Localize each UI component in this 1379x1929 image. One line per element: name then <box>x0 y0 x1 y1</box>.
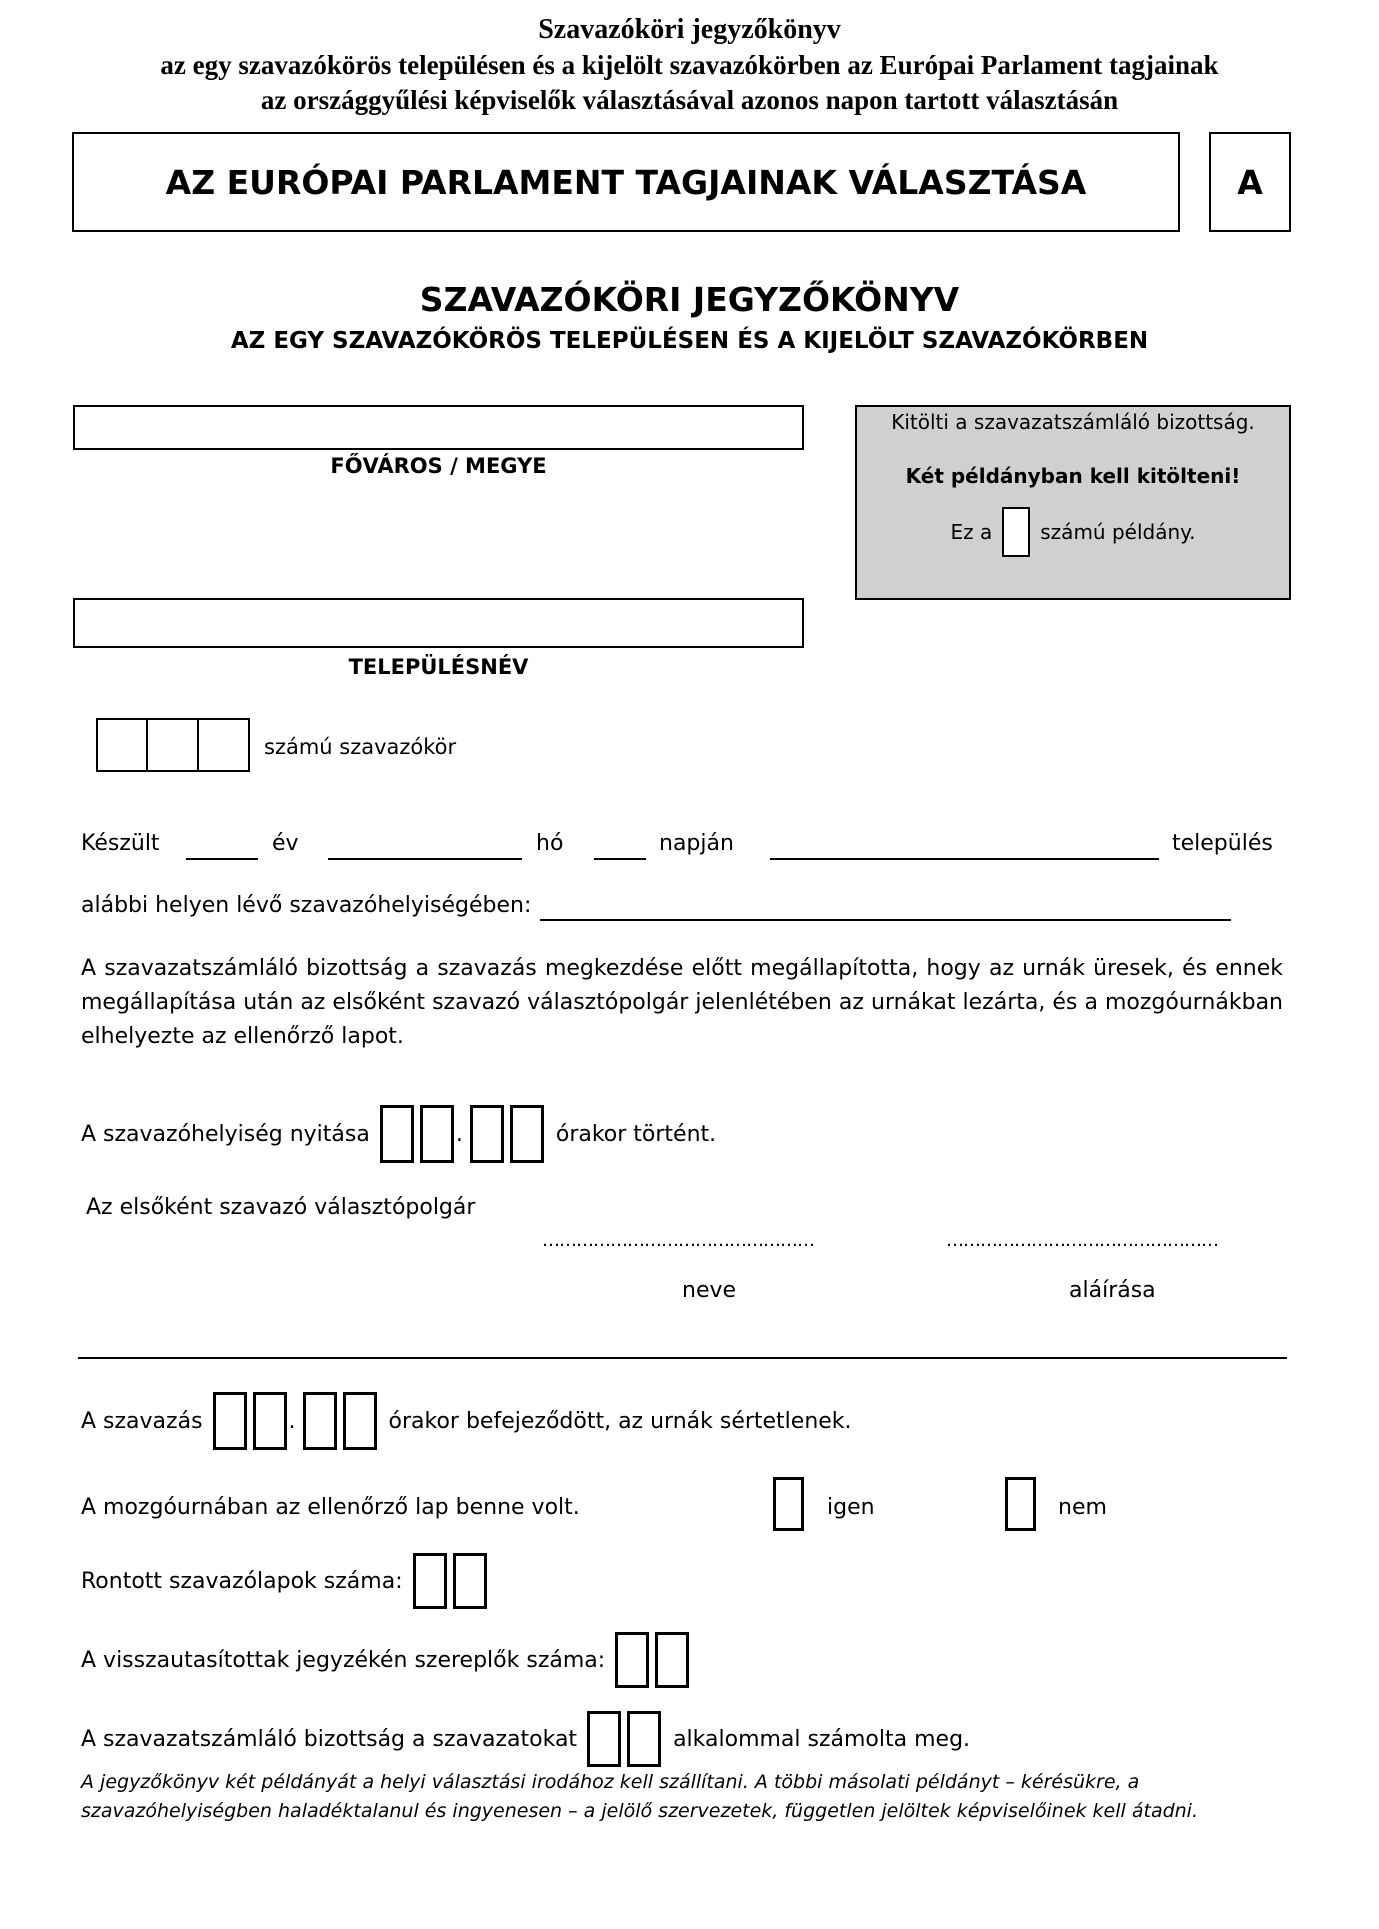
hour-digit-box[interactable] <box>253 1392 287 1450</box>
no-checkbox[interactable] <box>1005 1477 1036 1531</box>
yes-checkbox[interactable] <box>773 1477 804 1531</box>
district-digit-box[interactable] <box>96 718 148 772</box>
settlement-label: TELEPÜLÉSNÉV <box>348 655 529 679</box>
place-blank[interactable] <box>540 919 1231 921</box>
count-digit-box[interactable] <box>587 1711 621 1767</box>
rejected-label: A visszautasítottak jegyzékén szereplők száma: <box>81 1647 606 1673</box>
rejected-digit-box[interactable] <box>655 1632 689 1688</box>
header-line-3: az országgyűlési képviselők választásával azonos napon tartott választásán <box>260 85 1119 115</box>
district-digit-box[interactable] <box>148 718 199 772</box>
opening-after: órakor történt. <box>555 1121 717 1147</box>
closing-label: A szavazás <box>81 1408 203 1434</box>
closing-time-row <box>81 1392 852 1450</box>
copy-prefix: Ez a <box>950 520 993 544</box>
first-voter-label: Az elsőként szavazó választópolgár <box>86 1195 476 1220</box>
county-input[interactable] <box>73 405 804 450</box>
minute-digit-box[interactable] <box>510 1105 544 1163</box>
made-label: Készült <box>81 831 160 856</box>
day-label: napján <box>659 831 734 856</box>
info-line-2: Két példányban kell kitölteni! <box>905 464 1241 488</box>
mobile-urn-label: A mozgóurnában az ellenőrző lap benne volt. <box>81 1495 580 1520</box>
spoiled-ballots-row <box>81 1553 493 1609</box>
signature-label: aláírása <box>1069 1278 1156 1303</box>
year-blank[interactable] <box>186 858 258 860</box>
settlement-word: település <box>1172 831 1273 856</box>
info-line-1: Kitölti a szavazatszámláló bizottság. <box>891 410 1255 434</box>
spoiled-digit-box[interactable] <box>413 1553 447 1609</box>
info-box <box>855 405 1291 600</box>
district-suffix: számú szavazókör <box>264 735 457 759</box>
place-label: alábbi helyen lévő szavazóhelyiségében: <box>81 893 532 918</box>
count-digit-box[interactable] <box>627 1711 661 1767</box>
doc-title: SZAVAZÓKÖRI JEGYZŐKÖNYV <box>419 280 960 319</box>
counted-after: alkalommal számolta meg. <box>673 1726 971 1752</box>
year-label: év <box>272 831 299 856</box>
copy-number-row <box>857 507 1289 557</box>
hour-digit-box[interactable] <box>420 1105 454 1163</box>
spoiled-digit-box[interactable] <box>453 1553 487 1609</box>
opening-statement: A szavazatszámláló bizottság a szavazás megkezdése előtt megállapította, hogy az urnák üresek, és ennek megállapítása után az elsőként szavazó választópolgár jelenlétében az urnákat lezárta, és a mozgóurnákban elhelyezte az ellenőrző lapot. <box>81 956 1283 1049</box>
opening-time-row <box>81 1105 716 1163</box>
name-label: neve <box>682 1278 737 1303</box>
time-separator: . <box>288 1408 296 1434</box>
election-title: AZ EURÓPAI PARLAMENT TAGJAINAK VÁLASZTÁSA <box>165 162 1087 202</box>
closing-after: órakor befejeződött, az urnák sértetlenek. <box>388 1408 852 1434</box>
counted-label: A szavazatszámláló bizottság a szavazatokat <box>81 1726 578 1752</box>
settlement-blank[interactable] <box>770 858 1159 860</box>
first-voter-name-dots[interactable]: ………………………………………… <box>542 1230 814 1251</box>
counted-row <box>81 1711 970 1767</box>
minute-digit-box[interactable] <box>470 1105 504 1163</box>
hour-digit-box[interactable] <box>380 1105 414 1163</box>
section-divider <box>78 1357 1287 1359</box>
opening-label: A szavazóhelyiség nyitása <box>81 1121 370 1147</box>
header-line-2: az egy szavazókörös településen és a kijelölt szavazókörben az Európai Parlament tagjainak <box>160 50 1219 80</box>
footnote-line-2: szavazóhelyiségben haladéktalanul és ingyenesen – a jelölő szervezetek, független jelöltek képviselőinek kell átadni. <box>81 1800 1199 1822</box>
spoiled-ballots-label: Rontott szavazólapok száma: <box>81 1568 403 1594</box>
header-line-1: Szavazóköri jegyzőkönyv <box>538 14 841 45</box>
election-banner <box>72 132 1180 232</box>
district-number-boxes <box>96 718 250 772</box>
footnote-line-1: A jegyzőkönyv két példányát a helyi választási irodához kell szállítani. A többi másolati példányt – kérésükre, a <box>81 1771 1140 1793</box>
doc-subtitle: AZ EGY SZAVAZÓKÖRÖS TELEPÜLÉSEN ÉS A KIJELÖLT SZAVAZÓKÖRBEN <box>230 328 1149 354</box>
day-blank[interactable] <box>594 858 646 860</box>
no-label: nem <box>1058 1495 1107 1520</box>
minute-digit-box[interactable] <box>303 1392 337 1450</box>
district-digit-box[interactable] <box>199 718 250 772</box>
copy-suffix: számú példány. <box>1040 520 1196 544</box>
form-code: A <box>1237 162 1263 202</box>
month-blank[interactable] <box>328 858 522 860</box>
settlement-input[interactable] <box>73 598 804 648</box>
rejected-row <box>81 1632 695 1688</box>
county-label: FŐVÁROS / MEGYE <box>330 454 547 478</box>
copy-number-box[interactable] <box>1002 507 1030 557</box>
first-voter-signature-dots[interactable]: ………………………………………… <box>946 1230 1218 1251</box>
month-label: hó <box>536 831 564 856</box>
minute-digit-box[interactable] <box>343 1392 377 1450</box>
time-separator: . <box>455 1121 463 1147</box>
rejected-digit-box[interactable] <box>615 1632 649 1688</box>
form-code-box <box>1209 132 1291 232</box>
hour-digit-box[interactable] <box>213 1392 247 1450</box>
yes-label: igen <box>827 1495 875 1520</box>
